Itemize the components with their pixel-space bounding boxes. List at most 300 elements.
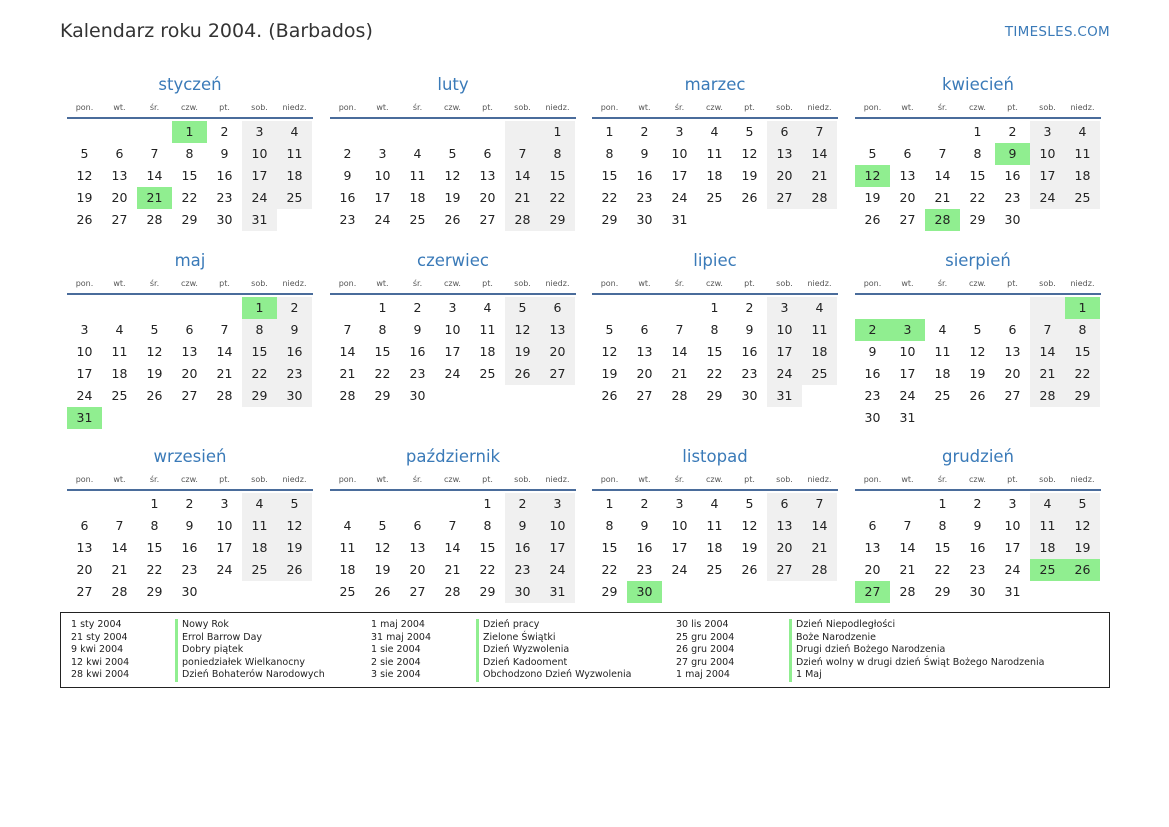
holiday-name: Dzień Bohaterów Narodowych [182, 669, 325, 680]
day-cell: 23 [181, 562, 198, 577]
day-cell: 29 [374, 388, 391, 403]
day-cell: 6 [640, 322, 649, 337]
month-6 [330, 249, 576, 407]
weekday-label: śr. [412, 102, 423, 112]
day-cell: 17 [444, 344, 461, 359]
day-cell: 19 [969, 366, 986, 381]
weekday-label: pt. [744, 474, 755, 484]
day-cell: 1 [938, 496, 947, 511]
empty-cell [592, 297, 627, 319]
day-cell: 9 [995, 143, 1030, 165]
day-cell: 17 [216, 540, 233, 555]
day-grid [330, 493, 576, 603]
day-cell: 8 [242, 319, 277, 341]
day-cell: 31 [671, 212, 688, 227]
day-grid [592, 493, 838, 603]
holiday-date: 30 lis 2004 [676, 619, 729, 630]
day-cell: 23 [216, 190, 233, 205]
empty-cell [890, 121, 925, 143]
day-grid [330, 121, 576, 231]
empty-cell [995, 297, 1030, 319]
day-cell: 3 [890, 319, 925, 341]
weekday-label: sob. [514, 474, 531, 484]
day-cell: 7 [1030, 319, 1065, 341]
weekday-header [592, 97, 838, 119]
weekday-header [330, 469, 576, 491]
month-name: grudzień [941, 447, 1015, 466]
day-cell: 18 [111, 366, 128, 381]
day-cell: 16 [181, 540, 198, 555]
day-cell: 9 [343, 168, 352, 183]
day-cell: 26 [505, 363, 540, 385]
day-cell: 4 [343, 518, 352, 533]
day-cell: 7 [448, 518, 457, 533]
holiday-name: Boże Narodzenie [796, 631, 876, 643]
day-cell: 22 [601, 562, 618, 577]
empty-cell [67, 121, 102, 143]
day-cell: 11 [242, 515, 277, 537]
day-cell: 8 [938, 518, 947, 533]
weekday-label: sob. [514, 102, 531, 112]
holiday-name: Dzień Wyzwolenia [483, 644, 570, 655]
day-grid [855, 297, 1101, 429]
day-cell: 12 [855, 165, 890, 187]
weekday-label: czw. [181, 102, 198, 112]
day-cell: 17 [767, 341, 802, 363]
day-cell: 29 [969, 212, 986, 227]
weekday-label: pt. [482, 474, 493, 484]
month-9 [67, 445, 313, 603]
empty-cell [1030, 297, 1065, 319]
day-cell: 9 [413, 322, 422, 337]
day-cell: 13 [864, 540, 881, 555]
day-cell: 28 [444, 584, 461, 599]
empty-cell [1030, 209, 1065, 231]
day-cell: 16 [864, 366, 881, 381]
month-2 [330, 73, 576, 231]
day-cell: 26 [969, 388, 986, 403]
day-cell: 16 [1004, 168, 1021, 183]
weekday-label: pon. [338, 102, 357, 112]
empty-cell [1030, 407, 1065, 429]
weekday-label: wt. [638, 474, 651, 484]
month-name: sierpień [945, 251, 1011, 270]
weekday-label: pon. [600, 474, 619, 484]
day-cell: 28 [899, 584, 916, 599]
day-cell: 20 [1004, 366, 1021, 381]
day-cell: 8 [605, 146, 614, 161]
day-cell: 24 [1030, 187, 1065, 209]
day-cell: 1 [150, 496, 159, 511]
day-cell: 12 [146, 344, 163, 359]
weekday-header [592, 469, 838, 491]
day-cell: 22 [479, 562, 496, 577]
day-cell: 11 [934, 344, 951, 359]
empty-cell [277, 209, 312, 231]
day-cell: 31 [67, 407, 102, 429]
day-cell: 22 [601, 190, 618, 205]
day-cell: 31 [1004, 584, 1021, 599]
day-cell: 9 [640, 518, 649, 533]
day-cell: 25 [339, 584, 356, 599]
day-cell: 28 [925, 209, 960, 231]
day-cell: 28 [339, 388, 356, 403]
weekday-label: pt. [219, 102, 230, 112]
day-cell: 4 [483, 300, 492, 315]
weekday-label: wt. [113, 278, 126, 288]
day-cell: 12 [1065, 515, 1100, 537]
day-cell: 16 [339, 190, 356, 205]
day-cell: 17 [671, 540, 688, 555]
day-cell: 6 [1008, 322, 1017, 337]
empty-cell [697, 209, 732, 231]
weekday-label: wt. [113, 474, 126, 484]
day-cell: 30 [277, 385, 312, 407]
month-name: październik [405, 447, 501, 466]
day-cell: 29 [934, 584, 951, 599]
day-cell: 5 [745, 124, 754, 139]
empty-cell [1030, 581, 1065, 603]
day-cell: 6 [767, 121, 802, 143]
month-name: czerwiec [417, 251, 489, 270]
day-cell: 27 [636, 388, 653, 403]
holiday-name: Dzień wolny w drugi dzień Świąt Bożego Narodzenia [796, 656, 1045, 668]
day-cell: 14 [1030, 341, 1065, 363]
holiday-name: Dzień Niepodległości [796, 619, 896, 630]
day-cell: 26 [741, 562, 758, 577]
day-cell: 7 [938, 146, 947, 161]
day-cell: 30 [216, 212, 233, 227]
day-cell: 18 [1065, 165, 1100, 187]
day-cell: 12 [741, 146, 758, 161]
day-cell: 21 [802, 165, 837, 187]
day-cell: 2 [413, 300, 422, 315]
day-cell: 8 [185, 146, 194, 161]
day-cell: 17 [242, 165, 277, 187]
day-cell: 23 [339, 212, 356, 227]
day-cell: 1 [1065, 297, 1100, 319]
day-cell: 12 [505, 319, 540, 341]
day-cell: 30 [505, 581, 540, 603]
day-cell: 29 [181, 212, 198, 227]
day-cell: 17 [76, 366, 93, 381]
weekday-label: niedz. [1070, 474, 1095, 484]
day-cell: 21 [444, 562, 461, 577]
day-cell: 14 [444, 540, 461, 555]
day-cell: 19 [741, 168, 758, 183]
weekday-header [855, 273, 1101, 295]
weekday-label: czw. [181, 278, 198, 288]
empty-cell [207, 407, 242, 429]
weekday-header [592, 273, 838, 295]
day-cell: 7 [903, 518, 912, 533]
weekday-label: pt. [1007, 278, 1018, 288]
empty-cell [627, 297, 662, 319]
day-cell: 11 [802, 319, 837, 341]
day-cell: 10 [1030, 143, 1065, 165]
day-cell: 8 [605, 518, 614, 533]
day-cell: 12 [741, 518, 758, 533]
day-cell: 2 [855, 319, 890, 341]
day-cell: 14 [671, 344, 688, 359]
holiday-date: 12 kwi 2004 [71, 656, 130, 668]
day-cell: 1 [540, 121, 575, 143]
day-cell: 19 [76, 190, 93, 205]
day-cell: 20 [76, 562, 93, 577]
day-cell: 28 [216, 388, 233, 403]
day-cell: 29 [706, 388, 723, 403]
day-cell: 23 [1004, 190, 1021, 205]
holiday-date: 9 kwi 2004 [71, 644, 124, 655]
day-cell: 15 [934, 540, 951, 555]
weekday-header [330, 273, 576, 295]
day-cell: 18 [706, 168, 723, 183]
day-cell: 22 [540, 187, 575, 209]
day-cell: 20 [899, 190, 916, 205]
day-cell: 20 [181, 366, 198, 381]
weekday-label: niedz. [545, 102, 570, 112]
day-cell: 7 [343, 322, 352, 337]
day-cell: 17 [374, 190, 391, 205]
empty-cell [67, 297, 102, 319]
empty-cell [995, 407, 1030, 429]
day-cell: 12 [969, 344, 986, 359]
day-cell: 6 [540, 297, 575, 319]
day-cell: 19 [277, 537, 312, 559]
day-cell: 11 [706, 146, 723, 161]
day-cell: 3 [1030, 121, 1065, 143]
day-cell: 30 [181, 584, 198, 599]
day-cell: 5 [605, 322, 614, 337]
month-10 [330, 445, 576, 603]
day-cell: 18 [277, 165, 312, 187]
day-cell: 7 [115, 518, 124, 533]
day-cell: 10 [374, 168, 391, 183]
day-cell: 6 [903, 146, 912, 161]
site-link[interactable]: TIMESLES.COM [1004, 24, 1110, 40]
day-cell: 22 [934, 562, 951, 577]
day-cell: 23 [969, 562, 986, 577]
holiday-date: 1 sie 2004 [371, 644, 421, 655]
holiday-name: Drugi dzień Bożego Narodzenia [796, 644, 946, 655]
day-cell: 15 [969, 168, 986, 183]
day-cell: 27 [181, 388, 198, 403]
empty-cell [802, 581, 837, 603]
day-cell: 10 [899, 344, 916, 359]
weekday-header [330, 97, 576, 119]
holiday-dates-col-3 [676, 619, 734, 682]
empty-cell [802, 209, 837, 231]
empty-cell [137, 297, 172, 319]
day-cell: 4 [802, 297, 837, 319]
day-cell: 27 [1004, 388, 1021, 403]
day-cell: 26 [864, 212, 881, 227]
weekday-label: niedz. [1070, 102, 1095, 112]
empty-cell [505, 121, 540, 143]
day-cell: 5 [505, 297, 540, 319]
day-cell: 30 [864, 410, 881, 425]
day-cell: 16 [636, 540, 653, 555]
empty-cell [435, 385, 470, 407]
weekday-label: niedz. [282, 474, 307, 484]
day-cell: 1 [973, 124, 982, 139]
day-cell: 29 [146, 584, 163, 599]
holiday-date: 1 maj 2004 [676, 669, 730, 680]
day-cell: 13 [1004, 344, 1021, 359]
holiday-date: 28 kwi 2004 [71, 669, 130, 680]
empty-cell [435, 121, 470, 143]
empty-cell [855, 121, 890, 143]
empty-cell [137, 407, 172, 429]
day-cell: 20 [111, 190, 128, 205]
day-cell: 24 [540, 559, 575, 581]
day-grid [67, 493, 313, 603]
day-cell: 4 [277, 121, 312, 143]
day-cell: 30 [969, 584, 986, 599]
day-cell: 1 [378, 300, 387, 315]
weekday-label: niedz. [282, 278, 307, 288]
day-cell: 21 [1030, 363, 1065, 385]
day-cell: 18 [706, 540, 723, 555]
day-cell: 18 [339, 562, 356, 577]
month-name: marzec [684, 75, 746, 94]
day-cell: 27 [767, 187, 802, 209]
weekday-label: wt. [376, 474, 389, 484]
weekday-header [67, 97, 313, 119]
day-cell: 11 [277, 143, 312, 165]
day-cell: 21 [111, 562, 128, 577]
day-cell: 19 [741, 540, 758, 555]
empty-cell [102, 121, 137, 143]
day-cell: 19 [374, 562, 391, 577]
day-cell: 26 [76, 212, 93, 227]
day-cell: 23 [277, 363, 312, 385]
holiday-names-col-2 [476, 619, 631, 682]
empty-cell [960, 407, 995, 429]
day-cell: 24 [1004, 562, 1021, 577]
day-cell: 3 [80, 322, 89, 337]
day-cell: 7 [802, 121, 837, 143]
day-cell: 17 [1030, 165, 1065, 187]
day-cell: 28 [111, 584, 128, 599]
day-cell: 6 [767, 493, 802, 515]
day-cell: 4 [710, 124, 719, 139]
weekday-header [67, 273, 313, 295]
empty-cell [137, 121, 172, 143]
day-cell: 15 [1065, 341, 1100, 363]
day-cell: 3 [242, 121, 277, 143]
empty-cell [102, 493, 137, 515]
day-cell: 24 [374, 212, 391, 227]
day-cell: 15 [181, 168, 198, 183]
day-cell: 1 [605, 496, 614, 511]
holiday-dates-col-2 [371, 619, 431, 682]
holiday-date: 3 sie 2004 [371, 669, 421, 680]
day-cell: 13 [636, 344, 653, 359]
day-cell: 3 [448, 300, 457, 315]
day-cell: 16 [969, 540, 986, 555]
day-cell: 25 [706, 562, 723, 577]
weekday-label: niedz. [1070, 278, 1095, 288]
day-cell: 14 [802, 515, 837, 537]
empty-cell [330, 493, 365, 515]
day-cell: 20 [479, 190, 496, 205]
month-12 [855, 445, 1101, 603]
day-cell: 7 [505, 143, 540, 165]
day-cell: 23 [505, 559, 540, 581]
month-name: wrzesień [153, 447, 227, 466]
holiday-date: 1 sty 2004 [71, 619, 122, 630]
holiday-date: 21 sty 2004 [71, 631, 128, 643]
day-cell: 15 [374, 344, 391, 359]
day-cell: 10 [444, 322, 461, 337]
weekday-label: pon. [863, 474, 882, 484]
weekday-header [855, 469, 1101, 491]
day-cell: 30 [627, 581, 662, 603]
empty-cell [400, 493, 435, 515]
day-cell: 27 [409, 584, 426, 599]
day-cell: 14 [802, 143, 837, 165]
empty-cell [400, 121, 435, 143]
empty-cell [802, 385, 837, 407]
day-cell: 20 [409, 562, 426, 577]
weekday-label: śr. [412, 278, 423, 288]
day-grid [855, 493, 1101, 603]
day-cell: 4 [1030, 493, 1065, 515]
holiday-names-col-3 [789, 619, 1045, 682]
day-cell: 16 [636, 168, 653, 183]
weekday-label: pt. [1007, 474, 1018, 484]
empty-cell [365, 493, 400, 515]
day-cell: 31 [540, 581, 575, 603]
day-cell: 27 [76, 584, 93, 599]
day-cell: 2 [973, 496, 982, 511]
day-cell: 24 [444, 366, 461, 381]
day-cell: 17 [540, 537, 575, 559]
day-grid [592, 121, 838, 231]
day-cell: 30 [741, 388, 758, 403]
day-cell: 29 [242, 385, 277, 407]
weekday-label: pon. [600, 278, 619, 288]
weekday-label: czw. [706, 278, 723, 288]
weekday-label: sob. [776, 102, 793, 112]
day-cell: 23 [741, 366, 758, 381]
day-cell: 3 [540, 493, 575, 515]
empty-cell [207, 581, 242, 603]
day-cell: 22 [242, 363, 277, 385]
weekday-label: niedz. [807, 474, 832, 484]
day-cell: 16 [505, 537, 540, 559]
weekday-label: wt. [376, 102, 389, 112]
weekday-label: sob. [251, 102, 268, 112]
month-8 [855, 249, 1101, 429]
month-7 [592, 249, 838, 407]
weekday-label: pon. [600, 102, 619, 112]
empty-cell [925, 297, 960, 319]
empty-cell [330, 297, 365, 319]
empty-cell [242, 581, 277, 603]
day-cell: 25 [242, 559, 277, 581]
empty-cell [207, 297, 242, 319]
weekday-label: wt. [113, 102, 126, 112]
weekday-label: śr. [674, 474, 685, 484]
day-cell: 31 [767, 385, 802, 407]
day-cell: 24 [899, 388, 916, 403]
weekday-label: pon. [338, 474, 357, 484]
day-cell: 26 [741, 190, 758, 205]
day-cell: 3 [767, 297, 802, 319]
day-cell: 1 [605, 124, 614, 139]
